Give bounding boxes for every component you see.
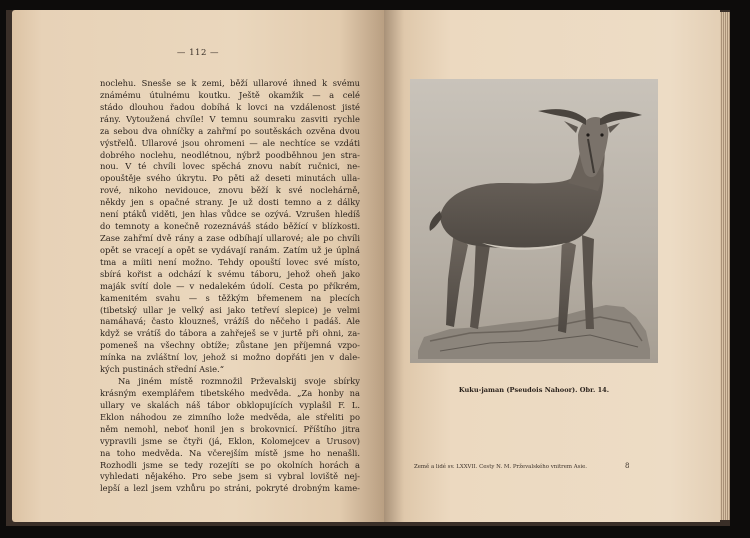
text-line: známému útulnému koutku. Ještě okamžik — a celé bbox=[100, 89, 360, 100]
open-book bbox=[6, 10, 730, 526]
text-line: (tibetský ullar je velký asi jako tetřeví slepice) je velmi bbox=[100, 304, 360, 315]
text-line: za sebou dva ohníčky a zahřmí po soutěskách ozvěna dvou bbox=[100, 125, 360, 136]
text-line: kamenitém svahu — s těžkým břemenem na plecích bbox=[100, 292, 360, 303]
text-line: maják svítí dole — v nedalekém údolí. Cesta po příkrém, bbox=[100, 280, 360, 291]
text-line: do temnoty a konečně rozeznáváš stádo běžící v blízkosti. bbox=[100, 221, 360, 232]
body-text bbox=[100, 78, 360, 495]
text-line: namáhavá; často klouzneš, vrážíš do něčeho i padáš. Ale bbox=[100, 316, 360, 327]
text-line: není ptáků viděti, jen hlas vůdce se ozývá. Vzrušen hledíš bbox=[100, 209, 360, 220]
text-line: stádo dlouhou řadou dobíhá k lovci na vzdálenost jisté bbox=[100, 101, 360, 112]
text-line: někdy jen s opačné strany. Je už dosti temno a z dálky bbox=[100, 197, 360, 208]
text-line: noclehu. Snesše se k zemi, běží ullarové ihned k svému bbox=[100, 78, 360, 88]
illustration-plate bbox=[410, 79, 658, 363]
text-line: něm nemohl, neboť honil jen s brokovnicí. Příštího jitra bbox=[100, 423, 360, 434]
text-line: opět se vracejí a opět se vydávají ranám. Zatím už je úplná bbox=[100, 244, 360, 255]
figure-caption: Kuku-jaman (Pseudois Nahoor). Obr. 14. bbox=[458, 386, 610, 394]
text-line: Rozhodli jsme se tedy rozejíti se po okolních horách a bbox=[100, 459, 360, 470]
text-line: dobrého noclehu, neodlétnou, nýbrž poodběhnou jen stra- bbox=[100, 149, 360, 160]
text-line: na toho medvěda. Na včerejším místě jsme ho nenašli. bbox=[100, 447, 360, 458]
text-line: vyhledati nějakého. Pro sebe jsem si vybral loviště nej- bbox=[100, 471, 360, 482]
text-line: Zase zahřmí dvě rány a zase odbíhají ullarové; ale po chvíli bbox=[100, 232, 360, 243]
text-line: rové, nikoho nevidouce, znovu běží k své noclehárně, bbox=[100, 185, 360, 196]
text-line: Eklon náhodou ze zimního lože medvěda, ale střeliti po bbox=[100, 411, 360, 422]
text-line: nou. V té chvíli lovec spěchá znovu nabít ručnici, ne- bbox=[100, 161, 360, 172]
text-line: vypravili jsme se čtyři (já, Eklon, Kolomejcev a Urusov) bbox=[100, 435, 360, 446]
text-line: opouštěje svého úkrytu. Po pěti až deseti minutách ulla- bbox=[100, 173, 360, 184]
text-line: Na jiném místě rozmnožil Prževalskij svoje sbírky bbox=[118, 376, 360, 387]
text-line: sbírá kořist a odchází k svému táboru, jehož oheň jako bbox=[100, 268, 360, 279]
text-line: rány. Vytoužená chvíle! V temnu soumraku zasviti rychle bbox=[100, 113, 360, 124]
text-line: mínka na zvláštní lov, jehož si možno dopřáti jen v dale- bbox=[100, 352, 360, 363]
text-line: když se vrátíš do tábora a zahřeješ se v jurtě při ohni, za- bbox=[100, 328, 360, 339]
text-line: tma a míiti není možno. Tehdy opouští lovec své místo, bbox=[100, 256, 360, 267]
text-line: krásným exemplářem tibetského medvěda. „Za honby na bbox=[100, 387, 360, 398]
signature-mark: 8 bbox=[625, 462, 630, 470]
bharal-illustration bbox=[410, 79, 658, 363]
text-line: ullary ve skalách náš tábor obklopujících vyplašil F. L. bbox=[100, 399, 360, 410]
left-page bbox=[12, 10, 384, 522]
series-footer: Země a lidé sv. LXXVII. Cesty N. M. Prževalského vnitrem Asie. bbox=[414, 464, 588, 470]
page-number: — 112 — bbox=[176, 48, 220, 58]
text-line: pomeneš na všechny obtíže; zůstane jen příjemná vzpo- bbox=[100, 340, 360, 351]
right-page bbox=[384, 10, 720, 522]
page-edges bbox=[720, 12, 730, 520]
text-line: lepší a lezl jsem vzhůru po stráni, pokryté drobným kame- bbox=[100, 483, 360, 494]
text-line: výstřelů. Ullarové jsou ohromeni — ale nechtíce se vzdáti bbox=[100, 137, 360, 148]
text-line: kých pustinách střední Asie.“ bbox=[100, 364, 224, 375]
